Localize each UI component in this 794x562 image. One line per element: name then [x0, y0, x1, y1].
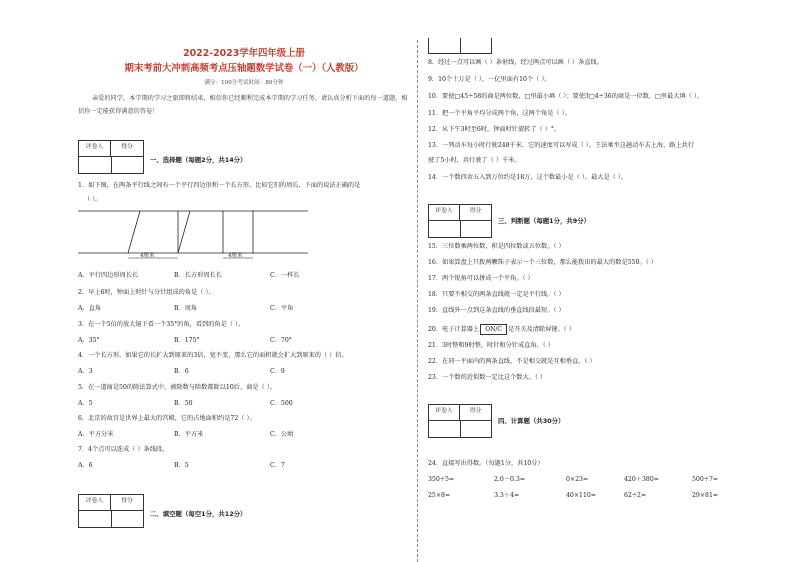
q6-option-a: A．平方分米: [78, 431, 114, 438]
q5-option-a: A．5: [78, 400, 93, 407]
q7-option-c: C．7: [270, 462, 285, 469]
question-13: 13．一列动车每小时行驶248千米，它的速度可以写成（ ）。王法乘坐这趟动车去上海，路上共行: [428, 142, 695, 149]
question-4: 4．一个长方形，如果它的长扩大到原来的3倍，宽不变，那么它的面积就会扩大到原来的（ ）倍。: [78, 352, 348, 359]
figure-label-rectangle: 4厘米: [228, 253, 243, 259]
question-11: 11．把一个平角平均分成两个角，这两个角是（ ）。: [428, 110, 571, 117]
score-box-divider: [460, 421, 461, 437]
exam-intro: 亲爱的同学，本学期的学习之旅即将结束，相信你已经顺利完成本学期的学习任务，请认真分析下面的每一道题，相信你一定能获得满意的答卷！: [78, 95, 408, 115]
calc-item: 350÷5=: [428, 476, 455, 483]
calc-item: 420＋380=: [624, 476, 659, 483]
score-box-1: [78, 140, 144, 174]
section-title-judge: 三、判断题（每题1分，共9分）: [498, 217, 590, 225]
calc-row-2: [428, 492, 758, 502]
q2-option-c: C．平角: [270, 305, 294, 312]
q2-option-b: B．周角: [174, 305, 198, 312]
calc-item: 3.3＋4=: [494, 492, 520, 499]
question-1: 1．如下图，在两条平行线之间有一个平行四边形和一个长方形，比较它们的周长，下面的说法正确的是: [78, 182, 361, 189]
question-17: 17．两个锐角可以拼成一个平角。（ ）: [428, 275, 534, 282]
score-box-score-label: 得分: [460, 205, 491, 221]
q6-option-c: C．公顷: [270, 431, 294, 438]
question-3: 3．在一个5倍的放大镜下看一个35°的角，看到的角是（ ）。: [78, 321, 245, 328]
calc-item: 29×81≈: [692, 492, 719, 499]
calc-item: 0×23=: [566, 476, 589, 483]
q3-option-b: B．175°: [174, 337, 200, 344]
section-title-choice: 一、选择题（每题2分，共14分）: [150, 156, 247, 164]
question-10: 10．要使□45÷58的商是两位数，□里最小填（ ）；要使3□4÷36的商是一位数，□里最大填（ ）。: [428, 93, 704, 100]
score-box-grader-label: 评卷人: [79, 141, 111, 157]
question-22: 22．在同一平面内的两条直线，不是相交就是互相垂直。（ ）: [428, 358, 596, 365]
score-box-3: [428, 204, 492, 238]
exam-title-line2: 期末考前大冲刺高频考点压轴题数学试卷（一）（人教版）: [124, 63, 364, 74]
score-box-continued: [428, 38, 492, 54]
q5-option-c: C．500: [270, 400, 293, 407]
score-box-score-label: 得分: [111, 495, 143, 511]
question-20: [428, 324, 575, 335]
q7-option-b: B．5: [174, 462, 189, 469]
question-6: 6．北京的故宫是世界上最大的宫殿，它的占地面积约是72（ ）。: [78, 415, 256, 422]
calc-item: 40×110=: [566, 492, 597, 499]
q3-option-a: A．35°: [78, 337, 100, 344]
figure-label-parallelogram: 4厘米: [140, 253, 155, 259]
question-1-bracket: （ ）。: [84, 196, 102, 203]
q6-option-b: B．平方米: [174, 431, 204, 438]
onc-key-icon: ON/C: [480, 324, 507, 335]
q3-option-c: C．70°: [270, 337, 292, 344]
question-21: 21．3时整和9时整，时针和分针成直角。（ ）: [428, 342, 554, 349]
q1-option-c: C．一样长: [270, 272, 300, 279]
question-20-part2: 是开关及清除屏键。（ ）: [507, 326, 575, 333]
question-8: 8．经过一点可以画（ ）条射线，经过两点可以画（ ）条直线。: [428, 59, 603, 66]
q4-option-c: C．9: [270, 368, 285, 375]
calc-item: 62÷2=: [624, 492, 647, 499]
column-divider: [417, 40, 418, 562]
q5-option-b: B．50: [174, 400, 193, 407]
q4-option-b: B．6: [174, 368, 189, 375]
question-5: 5．在一道商是50的除法算式中，被除数与除数都除以10后，商是（ ）。: [78, 384, 276, 391]
calc-item: 500÷7=: [692, 476, 719, 483]
parallel-lines-figure: [78, 207, 308, 263]
score-box-4: [428, 404, 492, 438]
score-box-grader-label: 评卷人: [429, 405, 460, 421]
calc-item: 25×8=: [428, 492, 451, 499]
score-box-divider: [111, 157, 112, 173]
score-box-grader-label: 评卷人: [79, 495, 111, 511]
question-13-continued: 驶了5小时，共行驶了（ ）千米。: [428, 157, 521, 164]
score-box-score-label: 得分: [460, 405, 491, 421]
score-box-2: [78, 494, 144, 528]
calc-row-1: [428, 476, 758, 486]
question-15: 15．三位数乘两位数，积是四位数或五位数。（ ）: [428, 243, 565, 250]
question-7: 7．4个点可以连成（ ）条线段。: [78, 446, 169, 453]
question-20-part1: 20．电子计算器上: [428, 326, 480, 333]
q2-option-a: A．直角: [78, 305, 102, 312]
q7-option-a: A．6: [78, 462, 93, 469]
score-box-grader-label: 评卷人: [429, 205, 460, 221]
score-box-divider: [460, 221, 461, 237]
q4-option-a: A．3: [78, 368, 93, 375]
q1-option-a: A．平行四边形周长长: [78, 272, 139, 279]
q1-option-b: B．长方形周长长: [174, 272, 222, 279]
question-23: 23．一个数的近似数一定比这个数大。（ ）: [428, 374, 547, 381]
question-16: 16．如果算盘上只拨两颗珠子表示一个三位数，那么能拨出的最大的数是550。（ ）: [428, 259, 657, 266]
calc-item: 2.0－0.3=: [494, 476, 526, 483]
section-title-calc: 四、计算题（共30分）: [498, 417, 565, 425]
question-18: 18．只要不相交的两条直线就一定是平行线。（ ）: [428, 291, 565, 298]
exam-meta: 满分：100分考试时间：80分钟: [204, 80, 284, 86]
question-9: 9．10个十万是（ ），一亿里面有10个（ ）。: [428, 76, 551, 83]
question-24: 24．直接写出得数。（每题1分，共10分）: [428, 460, 544, 467]
score-box-divider: [460, 38, 461, 53]
score-box-divider: [111, 511, 112, 527]
question-2: 2．早上6时，钟面上时针与分针组成的角是（ ）。: [78, 289, 215, 296]
question-12: 12．从下午3时至6时，钟面时针旋转了（ ）°。: [428, 126, 561, 133]
question-19: 19．直线外一点到这条直线的垂直线段最短。（ ）: [428, 307, 565, 314]
score-box-score-label: 得分: [111, 141, 143, 157]
section-title-fill: 二、填空题（每空1分，共12分）: [150, 510, 247, 518]
exam-title-line1: 2022-2023学年四年级上册: [183, 48, 305, 59]
question-14: 14．一个数四舍五入到万位约是18万，这个数最小是（ ），最大是（ ）。: [428, 174, 628, 181]
